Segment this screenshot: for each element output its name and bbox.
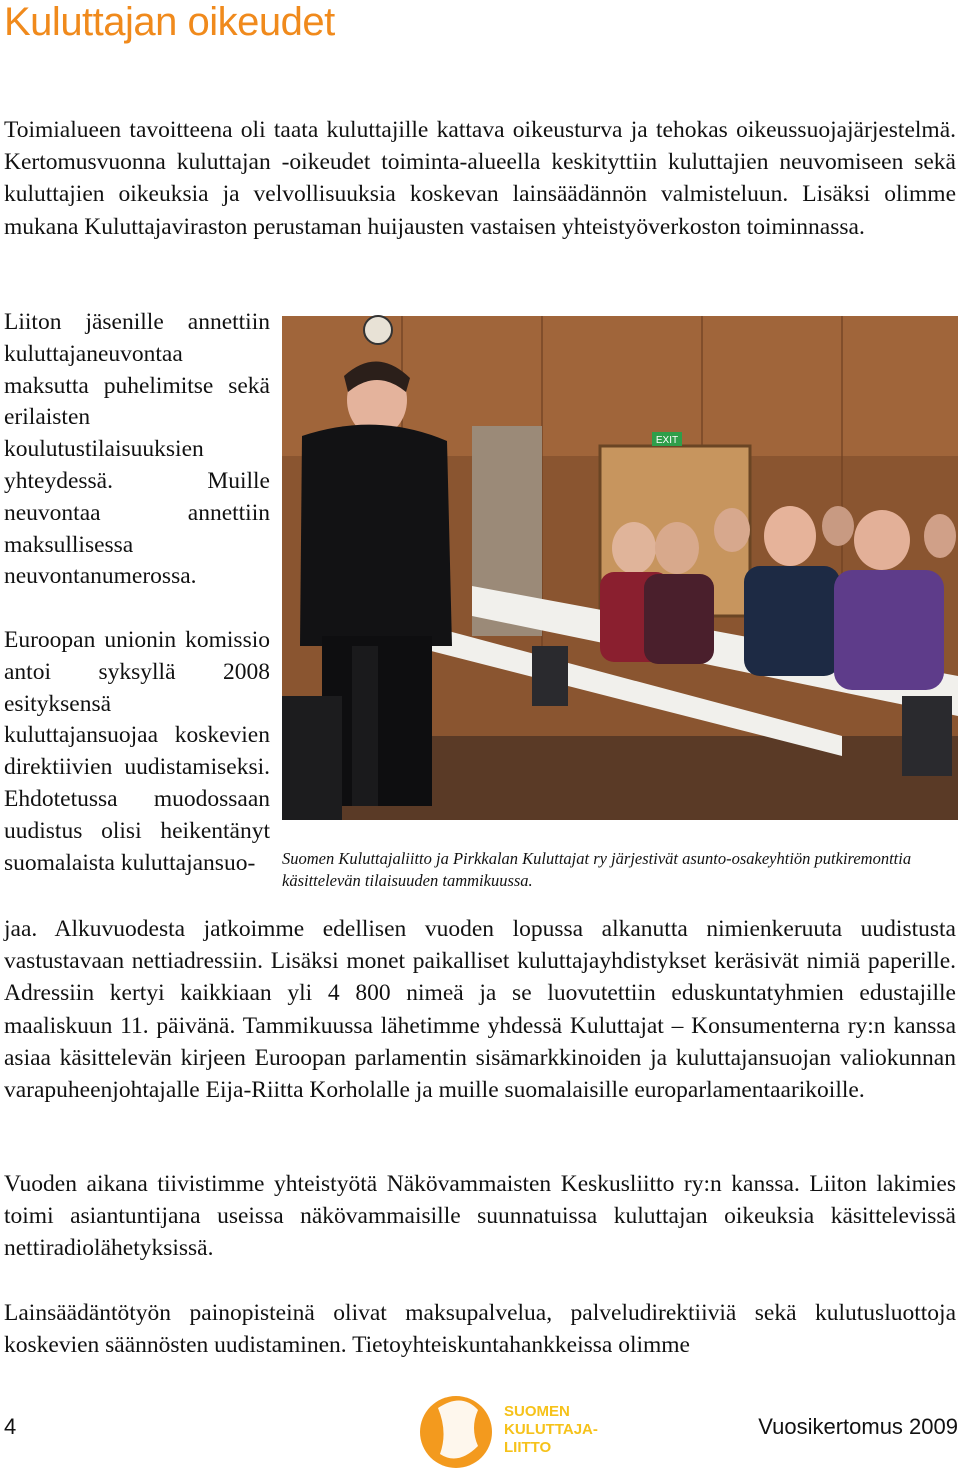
column-paragraph-1: Liiton jäsenille annettiin kuluttajaneuvontaa maksutta puhelimitse sekä erilaisten koulutustilaisuuksien yhteydessä. Muille neuvontaa annettiin maksullisessa neuvontanumerossa. [4,309,270,590]
page-number: 4 [4,1414,17,1439]
column-paragraph-2: Euroopan unionin komissio antoi syksyllä 2008 esityksensä kuluttajansuojaa koskevien direktiivien uudistamiseksi. Ehdotetussa muodossaan uudistus olisi heikentänyt suomalaista kuluttajansuo- [4,627,270,876]
lead-paragraph: Toimialueen tavoitteena oli taata kuluttajille kattava oikeusturva ja tehokas oikeussuojajärjestelmä. Kertomusvuonna kuluttajan -oikeudet toiminta-alueella keskityttiin kuluttajien neuvomiseen sekä kuluttajien oikeuksia ja velvollisuuksia koskevan lainsäädännön valmisteluun. Lisäksi olimme mukana Kuluttajaviraston perustaman huijausten vastaisen yhteistyöverkoston toiminnassa. [4,117,956,240]
logo-text-2: KULUTTAJA- [504,1421,598,1438]
report-title: Vuosikertomus 2009 [758,1414,958,1439]
kuluttajaliitto-logo [418,1388,598,1474]
logo-text-1: SUOMEN [504,1403,570,1420]
page-title: Kuluttajan oikeudet [4,0,335,44]
photo-caption: Suomen Kuluttajaliitto ja Pirkkalan Kuluttajat ry järjestivät asunto-osakeyhtiön putkiremonttia käsittelevän tilaisuuden tammikuussa. [282,849,912,890]
cooperation-paragraph: Vuoden aikana tiivistimme yhteistyötä Näkövammaisten Keskusliitto ry:n kanssa. Liiton lakimies toimi asiantuntijana useissa näkövammaisille suunnatuissa kuluttajan oikeuksia käsittelevissä nettiradiolähetyksissä. [4,1171,956,1262]
logo-text-3: LIITTO [504,1439,552,1456]
continued-paragraph: jaa. Alkuvuodesta jatkoimme edellisen vuoden lopussa alkanutta nimienkeruuta uudistusta vastustavaan nettiadressiin. Lisäksi monet paikalliset kuluttajayhdistykset keräsivät nimiä paperille. Adressiin kertyi kaikkiaan yli 4 800 nimeä ja se luovutettiin eduskuntatyhmien edustajille maaliskuun 11. päivänä. Tammikuussa lähetimme yhdessä Kuluttajat – Konsumenterna ry:n kanssa asiaa käsittelevän kirjeen Euroopan parlamentin sisämarkkinoiden ja kuluttajansuojan valiokunnan varapuheenjohtajalle Eija-Riitta Korholalle ja muille suomalaisille europarlamentaarikoille. [4,916,956,1104]
exit-sign-text: EXIT [655,435,679,446]
legislation-paragraph: Lainsäädäntötyön painopisteinä olivat maksupalvelua, palveludirektiiviä sekä kulutusluottoja koskevien säännösten uudistaminen. Tietoyhteiskuntahankkeissa olimme [4,1300,956,1359]
event-photo [282,316,958,820]
